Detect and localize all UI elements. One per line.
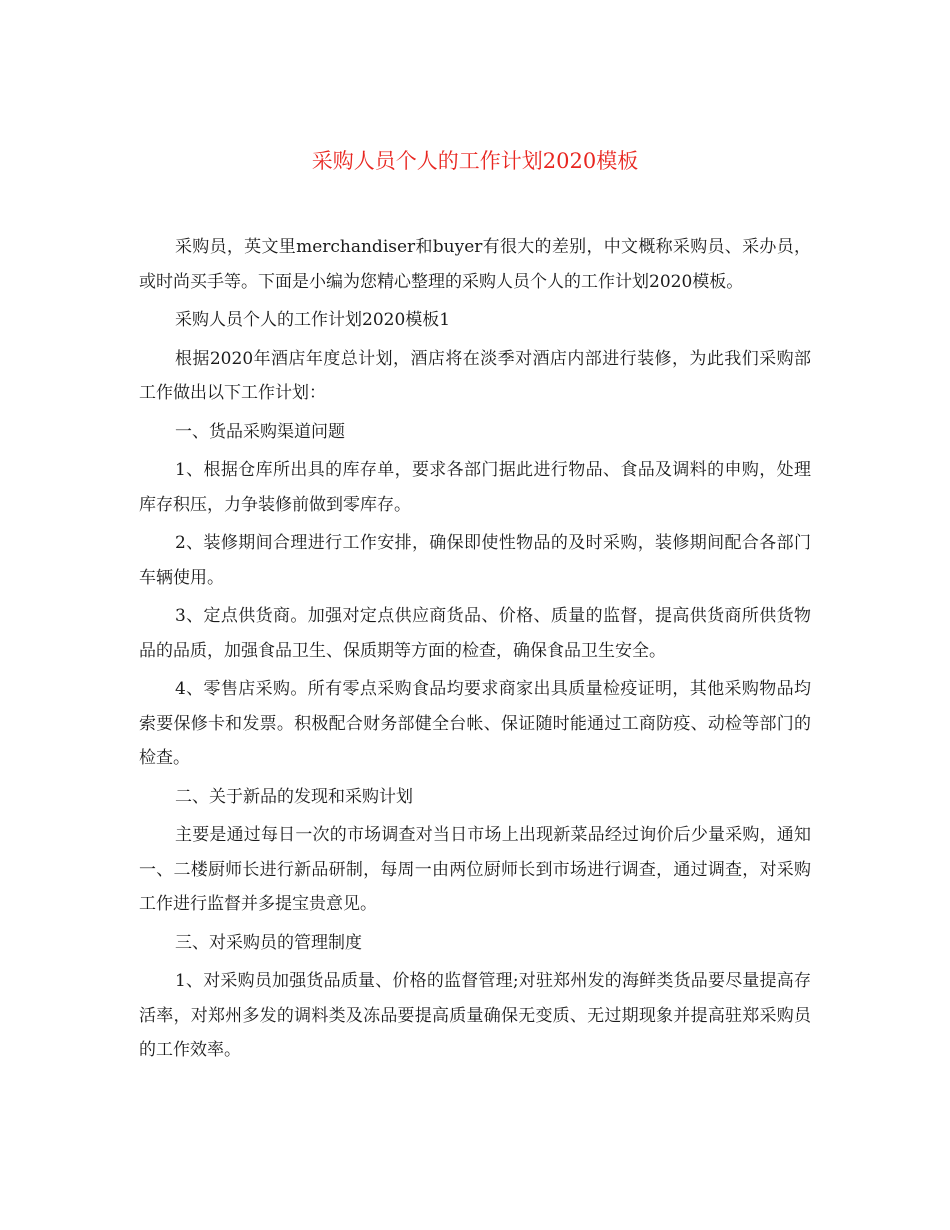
- section-heading-1: 一、货品采购渠道问题: [175, 421, 345, 442]
- paragraph-item: 4、零售店采购。所有零点采购食品均要求商家出具质量检疫证明，其他采购物品均索要保修卡和发票。积极配合财务部健全台帐、保证随时能通过工商防疫、动检等部门的检查。: [139, 679, 811, 768]
- paragraph-plan-basis: 根据2020年酒店年度总计划，酒店将在淡季对酒店内部进行装修，为此我们采购部工作做出以下工作计划：: [139, 348, 811, 403]
- section-heading-2: 二、关于新品的发现和采购计划: [175, 786, 413, 807]
- paragraph-intro: 采购员，英文里merchandiser和buyer有很大的差别，中文概称采购员、采办员，或时尚买手等。下面是小编为您精心整理的采购人员个人的工作计划2020模板。: [139, 237, 811, 292]
- paragraph-item: 主要是通过每日一次的市场调查对当日市场上出现新菜品经过询价后少量采购，通知一、二楼厨师长进行新品研制，每周一由两位厨师长到市场进行调查，通过调查，对采购工作进行监督并多提宝贵意见。: [139, 825, 811, 914]
- section-heading-3: 三、对采购员的管理制度: [175, 932, 362, 953]
- paragraph-item: 1、对采购员加强货品质量、价格的监督管理;对驻郑州发的海鲜类货品要尽量提高存活率，对郑州多发的调料类及冻品要提高质量确保无变质、无过期现象并提高驻郑采购员的工作效率。: [139, 971, 811, 1060]
- document-title: 采购人员个人的工作计划2020模板: [311, 149, 639, 173]
- paragraph-item: 1、根据仓库所出具的库存单，要求各部门据此进行物品、食品及调料的申购，处理库存积压，力争装修前做到零库存。: [139, 460, 811, 515]
- paragraph-template-heading: 采购人员个人的工作计划2020模板1: [175, 310, 451, 330]
- paragraph-item: 2、装修期间合理进行工作安排，确保即使性物品的及时采购，装修期间配合各部门车辆使用。: [139, 533, 811, 588]
- paragraph-item: 3、定点供货商。加强对定点供应商货品、价格、质量的监督，提高供货商所供货物品的品质，加强食品卫生、保质期等方面的检查，确保食品卫生安全。: [139, 606, 811, 661]
- document-body: [139, 230, 811, 1072]
